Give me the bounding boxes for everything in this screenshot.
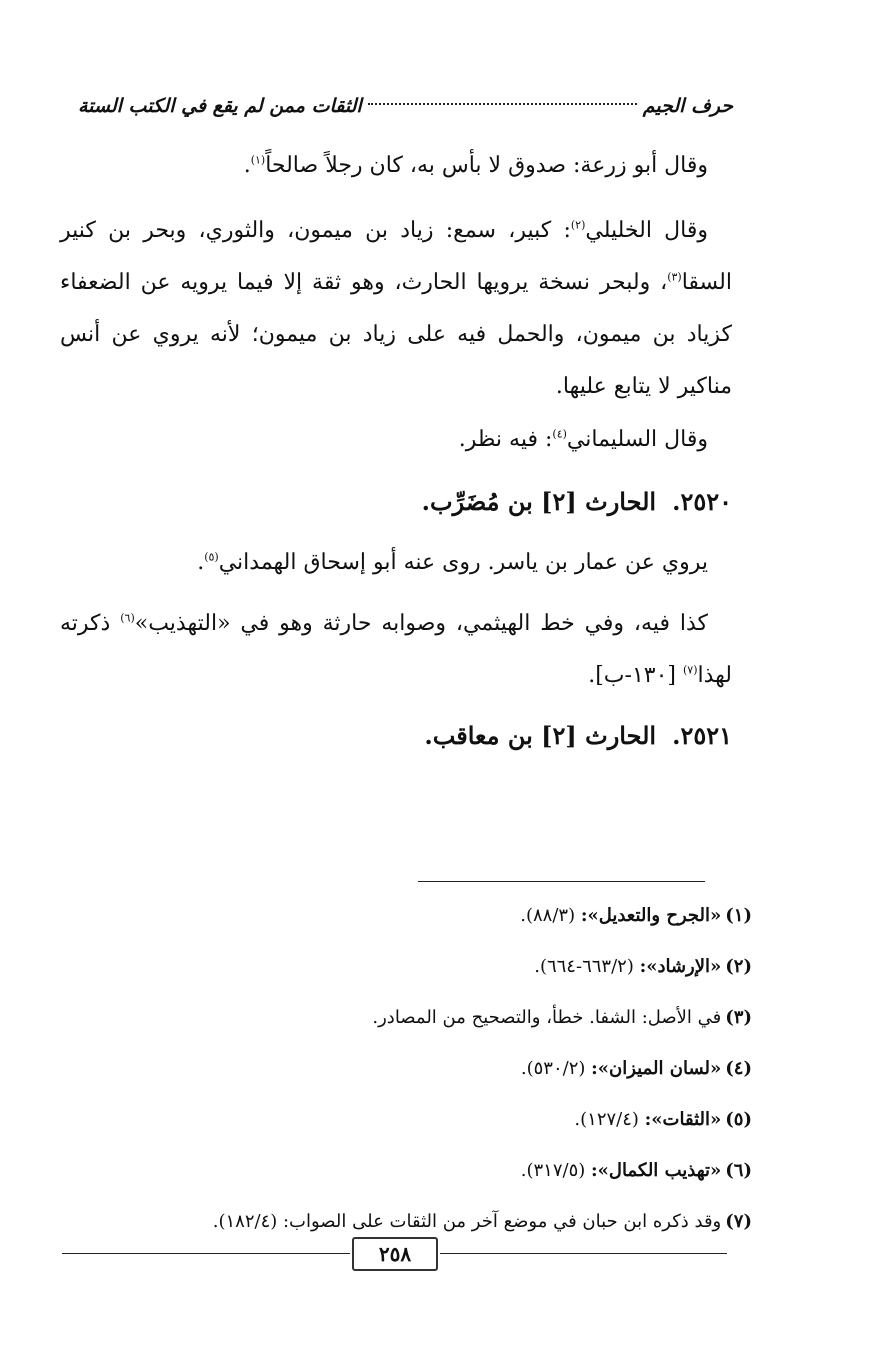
entry-heading-2521 <box>60 710 732 762</box>
paragraph-text: كذا فيه، وفي خط الهيثمي، وصوابه حارثة وهو في «التهذيب» <box>134 611 708 636</box>
paragraph-abu-zura <box>60 140 732 192</box>
footer-rule-left <box>62 1253 350 1254</box>
paragraph-text: وقال الخليلي <box>585 218 708 243</box>
footnote-number: (١) <box>725 905 752 926</box>
paragraph-entry-2520-narration <box>60 537 732 589</box>
footnotes <box>80 896 752 1253</box>
page-number <box>352 1237 438 1271</box>
footnote-number: (٤) <box>725 1058 752 1079</box>
footnote-item <box>80 947 752 998</box>
entry-name: الحارث [٢] بن مُضَرِّب. <box>421 487 657 516</box>
header-book-title: الثقات ممن لم يقع في الكتب الستة <box>78 95 362 117</box>
footnote-source: «الثقات»: <box>644 1109 722 1130</box>
page-number-text: ٢٥٨ <box>378 1242 412 1266</box>
paragraph-khalili <box>60 205 732 413</box>
header-dots <box>368 103 637 105</box>
entry-number: ٢٥٢٠. <box>672 487 732 516</box>
footnote-reference: في الأصل: الشفا. خطأ، والتصحيح من المصادر. <box>372 1007 722 1028</box>
paragraph-tail: . <box>243 153 251 178</box>
footnote-item <box>80 1100 752 1151</box>
entry-number: ٢٥٢١. <box>672 721 732 750</box>
footnote-reference: (٦٦٣/٢-٦٦٤). <box>534 956 640 977</box>
paragraph-sulaymani <box>60 414 732 466</box>
footnote-item <box>80 1049 752 1100</box>
footnote-separator <box>418 881 705 882</box>
footnote-item <box>80 998 752 1049</box>
paragraph-text: يروي عن عمار بن ياسر. روى عنه أبو إسحاق الهمداني <box>218 550 708 575</box>
paragraph-text: ذكرته لهذا <box>60 611 732 688</box>
footnote-ref: (٧) <box>682 663 698 677</box>
footnote-number: (٣) <box>725 1007 752 1028</box>
footnote-source: «تهذيب الكمال»: <box>591 1160 722 1181</box>
header-chapter: حرف الجيم <box>642 95 733 117</box>
footnote-number: (٥) <box>725 1109 752 1130</box>
footnote-number: (٦) <box>725 1160 752 1181</box>
footnote-number: (٢) <box>725 956 752 977</box>
paragraph-text: : كبير، سمع: زياد بن ميمون، والثوري، وبحر بن كنير السقا <box>60 218 732 295</box>
paragraph-tail: : فيه نظر. <box>458 427 553 452</box>
footnote-item <box>80 896 752 947</box>
footnote-ref: (٣) <box>667 270 682 284</box>
paragraph-text: وقال أبو زرعة: صدوق لا بأس به، كان رجلاً صالحاً <box>265 153 708 178</box>
running-header <box>78 88 733 124</box>
footnote-ref: (٥) <box>204 550 219 564</box>
footnote-ref: (١) <box>250 153 266 167</box>
footnote-source: «الإرشاد»: <box>639 956 722 977</box>
entry-name: الحارث [٢] بن معاقب. <box>424 721 657 750</box>
footnote-reference: (١٢٧/٤). <box>574 1109 645 1130</box>
footnote-ref: (٦) <box>120 611 135 625</box>
footnote-source: «لسان الميزان»: <box>591 1058 722 1079</box>
footnote-number: (٧) <box>725 1211 752 1232</box>
footnote-reference: (٣١٧/٥). <box>520 1160 592 1181</box>
paragraph-tail: . <box>197 550 205 575</box>
paragraph-text: ، ولبحر نسخة يرويها الحارث، وهو ثقة إلا فيما يرويه عن الضعفاء كزياد بن ميمون، والحمل فيه على زياد بن ميمون؛ لأنه يروي عن أنس مناكير لا يتابع عليها. <box>60 270 732 399</box>
paragraph-text: [١٣٠-ب]. <box>588 663 683 688</box>
paragraph-entry-2520-note <box>60 598 732 702</box>
paragraph-text: وقال السليماني <box>566 427 708 452</box>
footnote-ref: (٢) <box>570 218 586 232</box>
footnote-source: «الجرح والتعديل»: <box>580 905 722 926</box>
footnote-ref: (٤) <box>552 427 567 441</box>
entry-heading-2520 <box>60 476 732 528</box>
footnote-reference: وقد ذكره ابن حبان في موضع آخر من الثقات على الصواب: (١٨٢/٤). <box>212 1211 722 1232</box>
footer-rule-right <box>440 1253 727 1254</box>
footnote-reference: (٥٣٠/٢). <box>520 1058 592 1079</box>
footnote-reference: (٨٨/٣). <box>520 905 581 926</box>
footnote-item <box>80 1151 752 1202</box>
